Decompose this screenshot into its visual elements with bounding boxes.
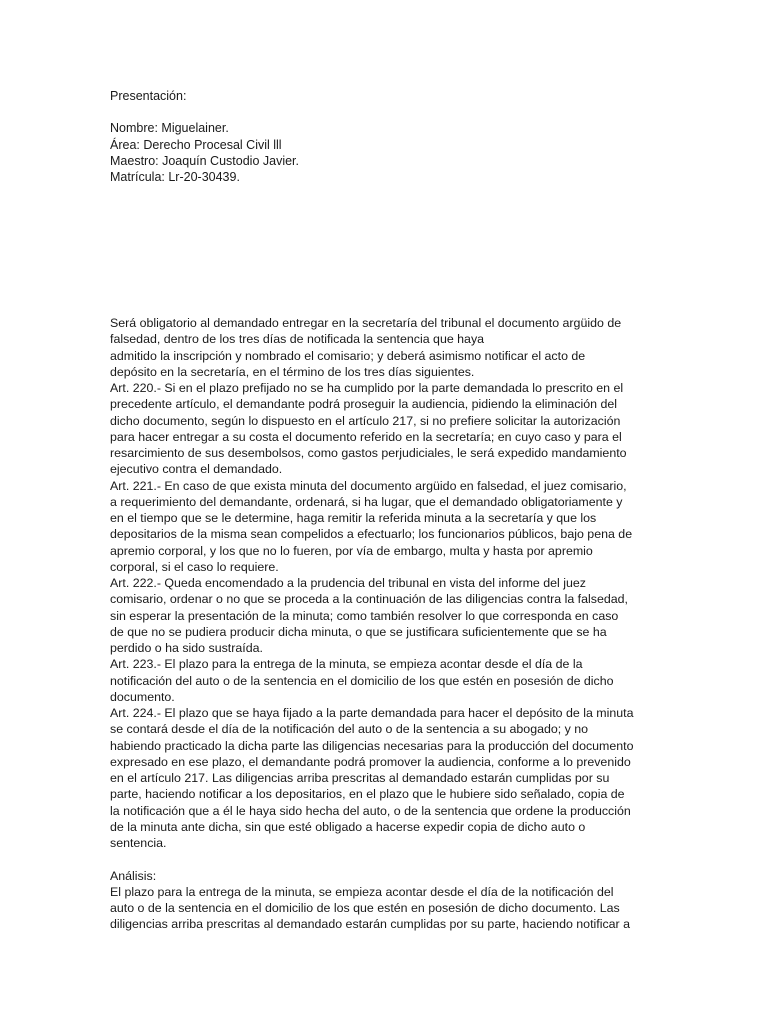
teacher-name: Maestro: Joaquín Custodio Javier. <box>110 153 299 168</box>
subject-area: Área: Derecho Procesal Civil lll <box>110 137 282 152</box>
analysis-line: diligencias arriba prescritas al demandado estarán cumplidas por su parte, haciendo notificar a <box>110 917 631 932</box>
student-name: Nombre: Miguelainer. <box>110 121 229 136</box>
text-line: Art. 220.- Si en el plazo prefijado no se ha cumplido por la parte demandada lo prescrito en el <box>110 381 624 395</box>
text-line: admitido la inscripción y nombrado el comisario; y deberá asimismo notificar el acto de <box>110 348 586 363</box>
text-line: falsedad, dentro de los tres días de notificada la sentencia que haya <box>110 332 485 347</box>
text-line: perdido o ha sido sustraída. <box>110 641 263 655</box>
text-line: se contará desde el día de la notificación del auto o de la sentencia a su abogado; y no <box>110 722 589 737</box>
text-line: Art. 224.- El plazo que se haya fijado a la parte demandada para hacer el depósito de la minuta <box>110 706 634 720</box>
text-line: Será obligatorio al demandado entregar en la secretaría del tribunal el documento argüido de <box>110 316 622 330</box>
enrollment-number: Matrícula: Lr-20-30439. <box>110 170 240 184</box>
text-line: comisario, ordenar o no que se proceda a la continuación de las diligencias contra la falsedad, <box>110 592 628 607</box>
presentation-heading: Presentación: <box>110 89 187 103</box>
analysis-line: auto o de la sentencia en el domicilio de los que estén en posesión de dicho documento. Las <box>110 901 620 915</box>
text-line: ejecutivo contra el demandado. <box>110 462 283 477</box>
text-line: de que no se pudiera producir dicha minuta, o que se justificara suficientemente que se ha <box>110 624 607 639</box>
text-line: documento. <box>110 689 175 704</box>
blank-line <box>110 104 670 120</box>
text-line: expresado en ese plazo, el demandante podrá promover la audiencia, conforme a lo prevenido <box>110 754 631 769</box>
text-line: en el tiempo que se le determine, haga remitir la referida minuta a la secretaría y que los <box>110 511 597 525</box>
text-line: precedente artículo, el demandante podrá proseguir la audiencia, pidiendo la eliminación del <box>110 397 617 412</box>
text-line: habiendo practicado la dicha parte las diligencias necesarias para la producción del documento <box>110 738 634 753</box>
analysis-text <box>110 884 658 933</box>
text-line: Art. 223.- El plazo para la entrega de la minuta, se empieza acontar desde el día de la <box>110 657 583 672</box>
text-line: la notificación que a él le haya sido hecha del auto, o de la sentencia que ordene la producción <box>110 803 631 818</box>
analysis-heading: Análisis: <box>110 868 157 883</box>
text-line: depositarios de la misma sean compelidos a efectuarlo; los funcionarios públicos, bajo pena de <box>110 527 633 542</box>
text-line: Art. 222.- Queda encomendado a la prudencia del tribunal en vista del informe del juez <box>110 576 586 590</box>
text-line: sin esperar la presentación de la minuta; como también resolver lo que corresponda en caso <box>110 608 619 623</box>
presentation-block <box>110 88 670 185</box>
text-line: parte, haciendo notificar a los depositarios, en el plazo que le hubiere sido señalado, copia de <box>110 787 625 802</box>
text-line: dicho documento, según lo dispuesto en el artículo 217, si no prefiere solicitar la autorización <box>110 413 621 428</box>
text-line: de la minuta ante dicha, sin que esté obligado a hacerse expedir copia de dicho auto o <box>110 819 586 834</box>
analysis-line: El plazo para la entrega de la minuta, se empieza acontar desde el día de la notificación del <box>110 884 614 899</box>
text-line: apremio corporal, y los que no lo fueren, por vía de embargo, multa y hasta por apremio <box>110 543 593 558</box>
text-line: sentencia. <box>110 836 167 850</box>
text-line: a requerimiento del demandante, ordenará, si ha lugar, que el demandado obligatoriamente y <box>110 494 623 509</box>
text-line: depósito en la secretaría, en el término de los tres días siguientes. <box>110 364 475 379</box>
articles-text <box>110 315 658 851</box>
text-line: resarcimiento de sus desembolsos, como gastos perjudiciales, le será expedido mandamiento <box>110 446 627 460</box>
text-line: corporal, si el caso lo requiere. <box>110 559 279 574</box>
text-line: para hacer entregar a su costa el documento referido en la secretaría; en cuyo caso y para el <box>110 429 622 444</box>
text-line: Art. 221.- En caso de que exista minuta del documento argüido en falsedad, el juez comisario, <box>110 478 627 493</box>
document-body <box>110 315 658 933</box>
text-line: en el artículo 217. Las diligencias arriba prescritas al demandado estarán cumplidas por su <box>110 771 610 785</box>
text-line: notificación del auto o de la sentencia en el domicilio de los que estén en posesión de dicho <box>110 673 614 688</box>
